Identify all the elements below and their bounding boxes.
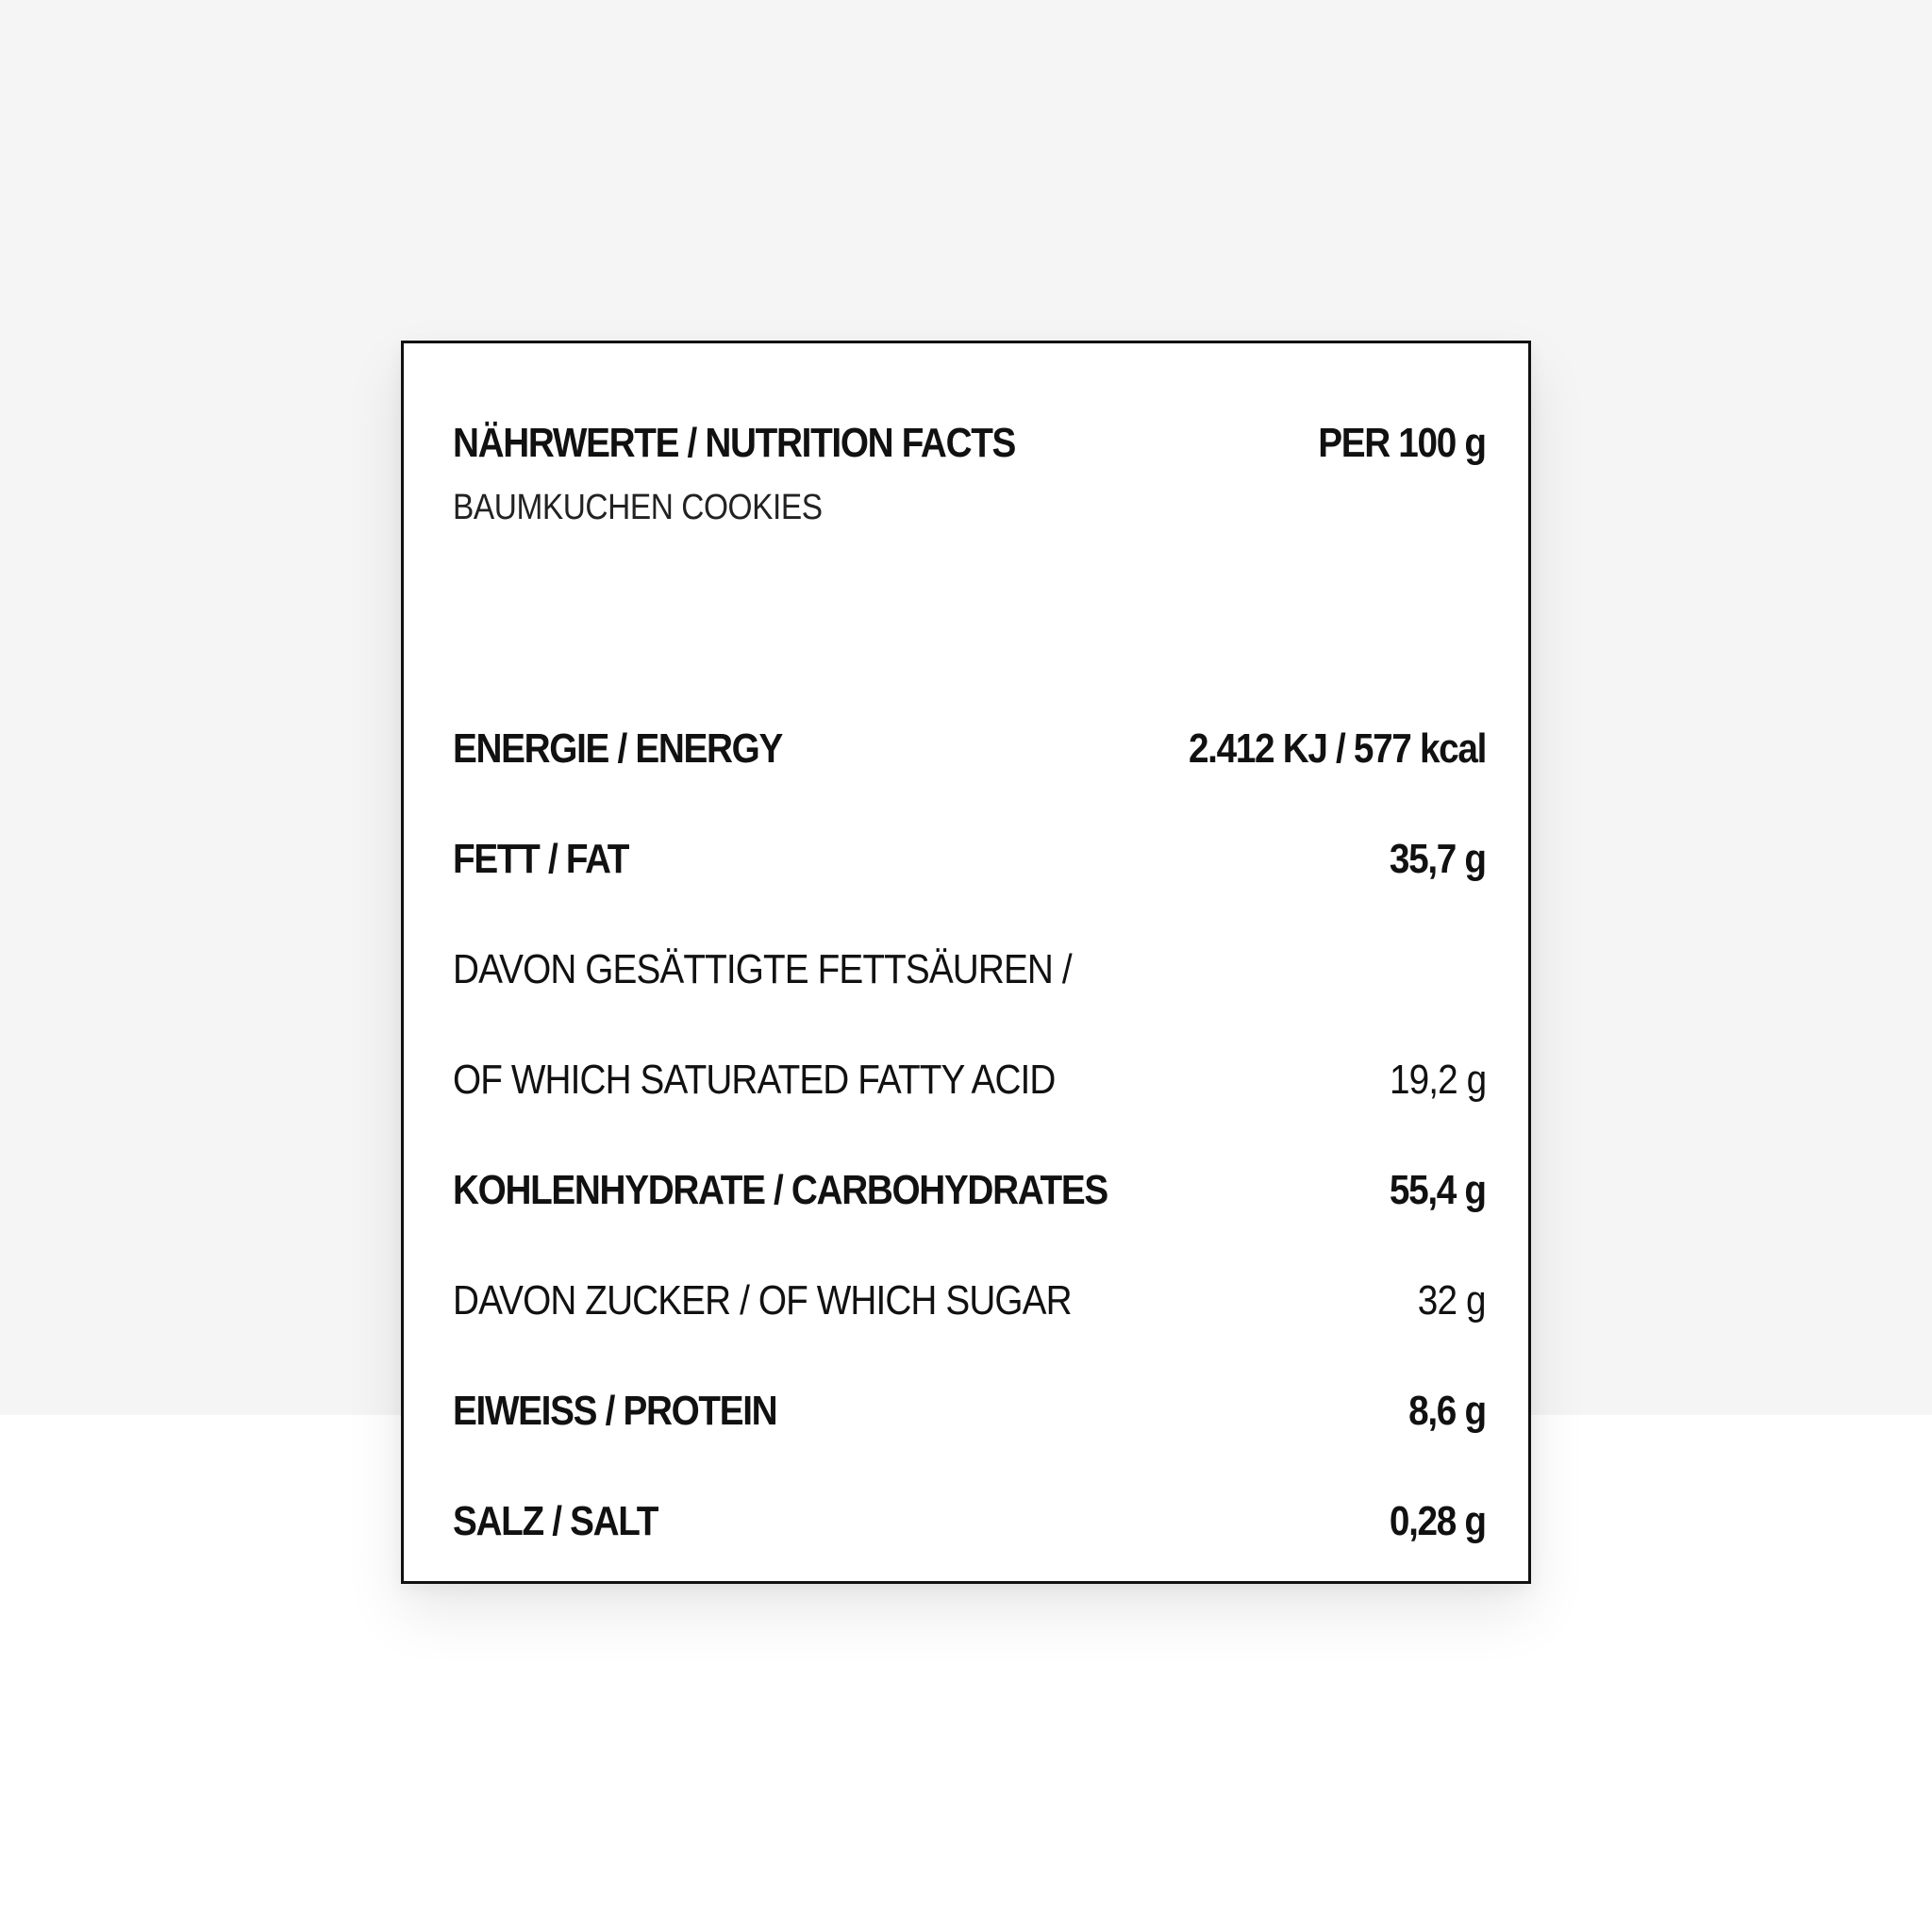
nutrient-row-saturated-en (453, 1033, 1486, 1127)
nutrient-value: 0,28 g (1390, 1498, 1486, 1544)
nutrient-label: ENERGIE / ENERGY (453, 725, 782, 772)
nutrient-row-carbohydrates (453, 1143, 1486, 1238)
nutrient-value: 2.412 KJ / 577 kcal (1188, 725, 1486, 772)
nutrient-label: DAVON GESÄTTIGTE FETTSÄUREN / (453, 946, 1072, 992)
nutrient-value: 32 g (1418, 1277, 1486, 1324)
nutrient-row-sugar (453, 1254, 1486, 1348)
serving-basis: PER 100 g (1318, 420, 1486, 466)
nutrient-row-salt (453, 1474, 1486, 1569)
nutrient-value: 8,6 g (1408, 1388, 1486, 1434)
nutrient-value: 55,4 g (1390, 1167, 1486, 1213)
nutrient-label: EIWEISS / PROTEIN (453, 1388, 777, 1434)
nutrient-label: FETT / FAT (453, 836, 629, 882)
nutrition-header (453, 396, 1486, 491)
nutrient-label: DAVON ZUCKER / OF WHICH SUGAR (453, 1277, 1072, 1324)
product-name: BAUMKUCHEN COOKIES (453, 488, 823, 527)
nutrient-row-energy (453, 702, 1486, 796)
nutrient-row-saturated-de (453, 923, 1486, 1017)
nutrient-value: 19,2 g (1389, 1057, 1486, 1103)
nutrition-facts-card (401, 341, 1531, 1584)
nutrient-row-protein (453, 1364, 1486, 1458)
nutrient-row-fat (453, 812, 1486, 907)
nutrition-title: NÄHRWERTE / NUTRITION FACTS (453, 420, 1016, 466)
nutrient-label: OF WHICH SATURATED FATTY ACID (453, 1057, 1056, 1103)
nutrient-value: 35,7 g (1390, 836, 1486, 882)
nutrient-label: SALZ / SALT (453, 1498, 658, 1544)
nutrient-label: KOHLENHYDRATE / CARBOHYDRATES (453, 1167, 1108, 1213)
